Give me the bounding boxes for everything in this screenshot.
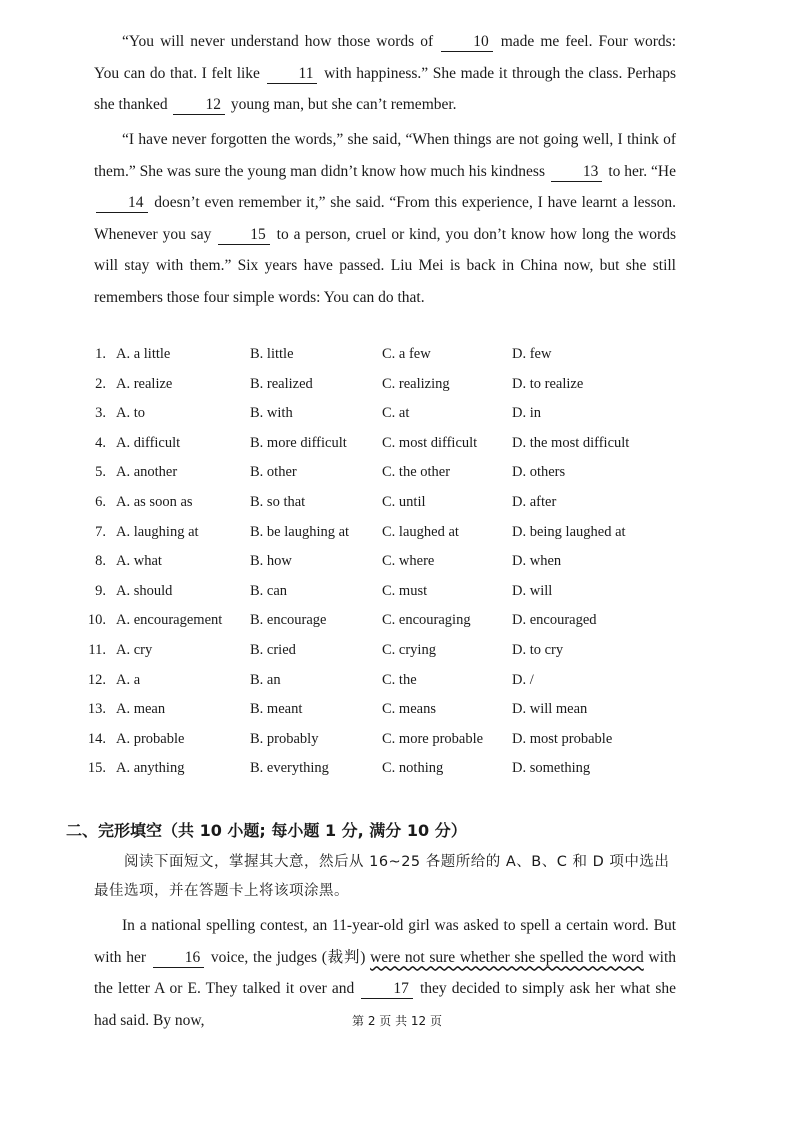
option-d: D. will [512, 582, 553, 599]
question-number: 11. [88, 641, 106, 658]
option-a: A. difficult [116, 434, 181, 451]
option-b: B. meant [250, 701, 303, 718]
text: voice, the judges (裁判) [210, 948, 366, 966]
option-row [84, 429, 684, 459]
option-c: C. where [382, 553, 435, 570]
option-d: D. to realize [512, 375, 584, 392]
blank-13: 13 [551, 163, 603, 182]
blank-14: 14 [96, 194, 148, 213]
text: they decided to simply ask her what she had said. By now, [94, 980, 676, 1029]
option-a: A. what [116, 553, 162, 570]
question-number: 14. [87, 730, 106, 747]
section-instructions: 阅读下面短文，掌握其大意，然后从 16~25 各题所给的 A、B、C 和 D 项中选出最佳选项，并在答题卡上将该项涂黑。 [94, 854, 670, 899]
option-c: C. nothing [382, 760, 444, 777]
option-c: C. means [382, 701, 436, 718]
text: with happiness.” She made it through the class. Perhaps she thanked [94, 64, 677, 113]
question-number: 7. [95, 523, 106, 540]
question-number: 1. [95, 346, 106, 362]
option-d: D. something [512, 760, 591, 777]
text: young man, but she can’t remember. [230, 96, 457, 113]
option-c: C. most difficult [382, 434, 478, 451]
option-a: A. anything [116, 760, 185, 777]
option-row [84, 577, 684, 607]
option-c: C. at [382, 405, 410, 422]
option-d: D. in [512, 405, 541, 422]
option-a: A. as soon as [116, 493, 193, 510]
option-b: B. encourage [250, 612, 327, 629]
option-row [84, 340, 684, 370]
option-b: B. can [250, 582, 288, 599]
passage-paragraph-1 [94, 26, 676, 121]
question-number: 4. [95, 434, 106, 451]
option-row [84, 458, 684, 488]
text: “You will never understand how those words of [122, 33, 434, 50]
option-d: D. encouraged [512, 612, 597, 629]
text: In a national spelling contest, an 11-year-old girl was asked to spell a certain word. But with her [94, 917, 676, 966]
option-row [84, 370, 684, 400]
question-number: 8. [95, 553, 106, 570]
option-b: B. everything [250, 760, 329, 777]
option-row [84, 636, 684, 666]
passage-paragraph-2 [94, 124, 676, 313]
blank-10: 10 [441, 33, 493, 52]
option-b: B. probably [250, 730, 319, 747]
option-a: A. to [116, 405, 145, 422]
option-b: B. realized [250, 375, 313, 392]
option-d: D. after [512, 493, 557, 510]
option-b: B. an [250, 671, 281, 688]
option-c: C. a few [382, 346, 431, 362]
wavy-underlined-phrase: were not sure whether she spelled the word [370, 948, 644, 966]
page-footer: 第 2 页 共 12 页 [352, 1014, 442, 1028]
option-row [84, 695, 684, 725]
option-a: A. a little [116, 346, 171, 362]
option-c: C. must [382, 582, 428, 599]
text: with the letter A or E. They talked it over and [94, 948, 677, 997]
option-b: B. other [250, 464, 297, 481]
blank-17: 17 [361, 980, 413, 999]
option-a: A. encouragement [116, 612, 223, 629]
option-a: A. a [116, 671, 141, 688]
option-c: C. more probable [382, 730, 484, 747]
text: to her. “He [608, 162, 676, 180]
question-number: 2. [95, 375, 106, 392]
question-number: 10. [87, 612, 106, 629]
option-c: C. the [382, 671, 417, 688]
question-number: 12. [87, 671, 106, 688]
option-b: B. be laughing at [250, 523, 350, 540]
text: made me feel. Four words: You can do that. I felt like [94, 33, 677, 82]
option-row [84, 518, 684, 548]
option-c: C. laughed at [382, 523, 459, 540]
question-number: 3. [95, 405, 106, 422]
option-d: D. when [512, 553, 562, 570]
question-number: 15. [87, 760, 106, 777]
option-c: C. crying [382, 641, 436, 658]
option-row [84, 725, 684, 755]
option-b: B. little [250, 346, 294, 362]
option-c: C. until [382, 493, 426, 510]
option-row [84, 606, 684, 636]
option-d: D. being laughed at [512, 523, 626, 540]
blank-12: 12 [173, 96, 225, 115]
question-number: 13. [87, 701, 106, 718]
text: doesn’t even remember it,” she said. “From this experience, I have learnt a lesson. Whenever you say [94, 194, 676, 243]
option-d: D. few [512, 346, 552, 362]
option-a: A. mean [116, 701, 166, 718]
blank-11: 11 [267, 65, 318, 84]
option-b: B. how [250, 553, 292, 570]
option-c: C. realizing [382, 375, 450, 392]
option-a: A. probable [116, 730, 185, 747]
option-d: D. most probable [512, 730, 613, 747]
option-d: D. the most difficult [512, 434, 630, 451]
option-c: C. encouraging [382, 612, 471, 629]
option-d: D. will mean [512, 701, 588, 718]
option-a: A. another [116, 464, 178, 481]
option-c: C. the other [382, 464, 451, 481]
option-row [84, 399, 684, 429]
option-a: A. cry [116, 641, 153, 658]
option-row [84, 488, 684, 518]
option-d: D. others [512, 464, 566, 481]
option-row [84, 754, 684, 784]
blank-16: 16 [153, 949, 205, 968]
option-d: D. to cry [512, 641, 564, 658]
option-a: A. realize [116, 375, 173, 392]
option-a: A. should [116, 582, 173, 599]
text: to a person, cruel or kind, you don’t know how long the words will stay with them.” Six years have passed. Liu Mei is back in China now, but she still remembers those four simple words: You can do that. [94, 225, 676, 306]
question-number: 9. [95, 582, 106, 599]
section-heading: 二、完形填空（共 10 小题; 每小题 1 分, 满分 10 分） [66, 821, 467, 840]
question-number: 6. [95, 493, 106, 510]
text: “I have never forgotten the words,” she said, “When things are not going well, I think of them.” She was sure the young man didn’t know how much his kindness [94, 131, 676, 180]
option-b: B. with [250, 405, 293, 422]
question-number: 5. [95, 464, 106, 481]
option-row [84, 666, 684, 696]
blank-15: 15 [218, 226, 270, 245]
option-b: B. more difficult [250, 434, 347, 451]
option-b: B. so that [250, 493, 306, 510]
option-b: B. cried [250, 641, 296, 658]
option-d: D. / [512, 671, 534, 688]
option-a: A. laughing at [116, 523, 199, 540]
answer-options [84, 340, 684, 784]
option-row [84, 547, 684, 577]
